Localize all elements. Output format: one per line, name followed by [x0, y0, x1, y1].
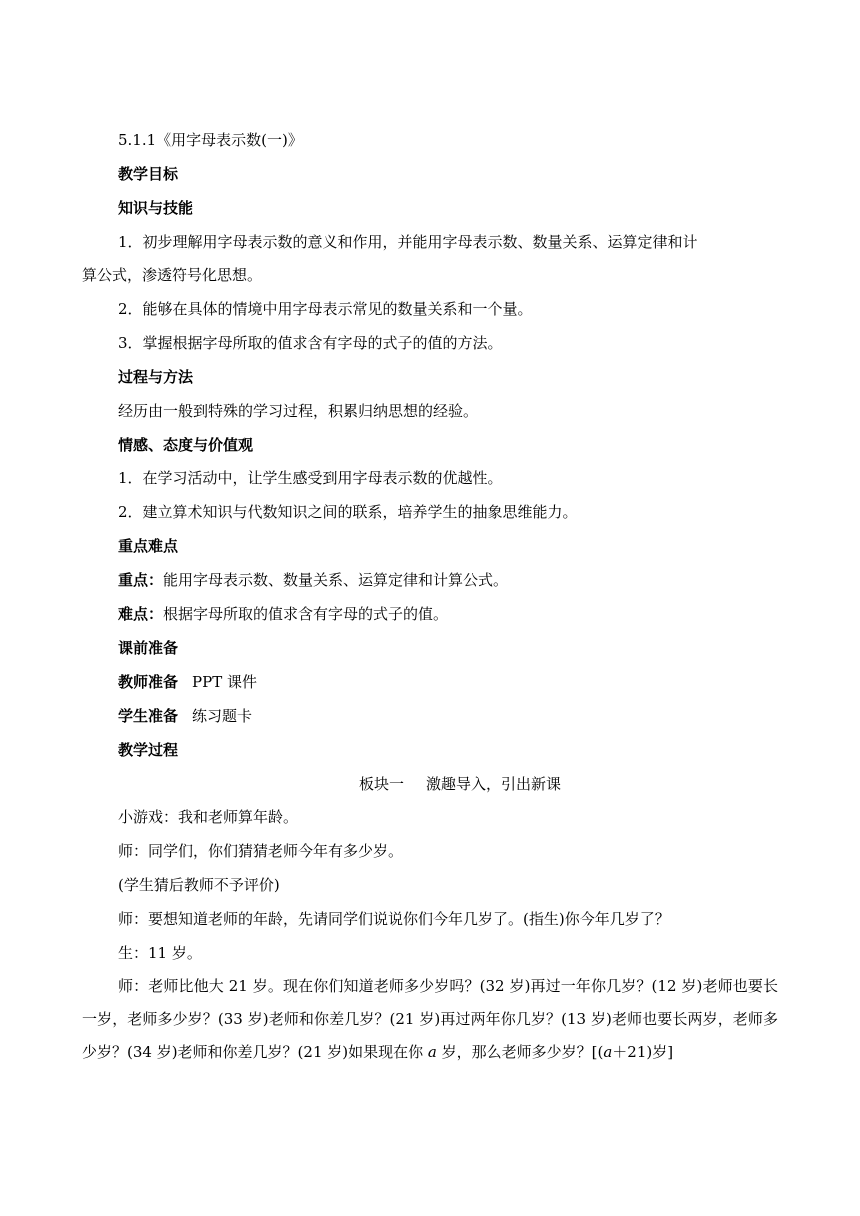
- block1-paragraph-part-a: 师：老师比他大 21 岁。现在你们知道老师多少岁吗？(32 岁)再过一年你几岁？(12 岁)老师也要长一岁，老师多少岁？(33 岁)老师和你差几岁？(21 岁)再过两年你几岁？(13 岁)老师也要长两岁，老师多少岁？(34 岁)老师和你差几岁？(21 岁)如果现在你: [82, 977, 778, 1061]
- knowledge-item-3: 3．掌握根据字母所取的值求含有字母的式子的值的方法。: [118, 334, 503, 352]
- block1-paragraph-part-b: 岁，那么老师多少岁？[(: [436, 1043, 604, 1061]
- student-preparation-value: 练习题卡: [192, 707, 253, 725]
- knowledge-item-1-line-1: 1．初步理解用字母表示数的意义和作用，并能用字母表示数、数量关系、运算定律和计: [118, 233, 698, 251]
- block1-line-2: 师：同学们，你们猜猜老师今年有多少岁。: [118, 842, 404, 860]
- process-text: 经历由一般到特殊的学习过程，积累归纳思想的经验。: [118, 402, 479, 420]
- heading-preparation: 课前准备: [118, 639, 179, 657]
- key-point-label: 重点：: [118, 571, 164, 589]
- key-point-text: 能用字母表示数、数量关系、运算定律和计算公式。: [163, 571, 509, 589]
- difficult-point-line: [118, 604, 778, 624]
- block1-variable-a-1: a: [427, 1043, 437, 1061]
- student-preparation-line: [118, 706, 778, 726]
- block1-line-4: 师：要想知道老师的年龄，先请同学们说说你们今年几岁了。(指生)你今年几岁了？: [118, 910, 670, 928]
- block1-dialogue-paragraph: [82, 970, 778, 1069]
- heading-teaching-goals: 教学目标: [118, 165, 179, 183]
- block1-paragraph-part-c: ＋21)岁]: [612, 1043, 674, 1061]
- lesson-title: 5.1.1《用字母表示数(一)》: [118, 131, 303, 149]
- teacher-preparation-value: PPT 课件: [192, 673, 257, 691]
- block1-line-1: 小游戏：我和老师算年龄。: [118, 808, 299, 826]
- heading-key-difficult: 重点难点: [118, 537, 179, 555]
- teacher-preparation-label: 教师准备: [118, 673, 179, 691]
- emotion-item-2: 2．建立算术知识与代数知识之间的联系，培养学生的抽象思维能力。: [118, 503, 578, 521]
- heading-knowledge-skills: 知识与技能: [118, 199, 194, 217]
- knowledge-item-2: 2．能够在具体的情境中用字母表示常见的数量关系和一个量。: [118, 300, 533, 318]
- block1-variable-a-2: a: [603, 1043, 613, 1061]
- block1-line-3: (学生猜后教师不予评价): [118, 876, 280, 894]
- block1-heading-number: 板块一: [358, 775, 404, 793]
- key-point-line: [118, 570, 778, 590]
- difficult-point-text: 根据字母所取的值求含有字母的式子的值。: [163, 605, 449, 623]
- difficult-point-label: 难点：: [118, 605, 164, 623]
- student-preparation-label: 学生准备: [118, 707, 179, 725]
- block1-line-5: 生：11 岁。: [118, 944, 202, 962]
- emotion-item-1: 1．在学习活动中，让学生感受到用字母表示数的优越性。: [118, 469, 503, 487]
- heading-teaching-process: 教学过程: [118, 741, 179, 759]
- heading-process-method: 过程与方法: [118, 368, 194, 386]
- block1-heading: [0, 774, 860, 794]
- block1-heading-title: 激趣导入，引出新课: [426, 775, 562, 793]
- teacher-preparation-line: [118, 672, 778, 692]
- knowledge-item-1-line-2: 算公式，渗透符号化思想。: [82, 266, 263, 284]
- heading-emotion-attitude: 情感、态度与价值观: [118, 436, 254, 454]
